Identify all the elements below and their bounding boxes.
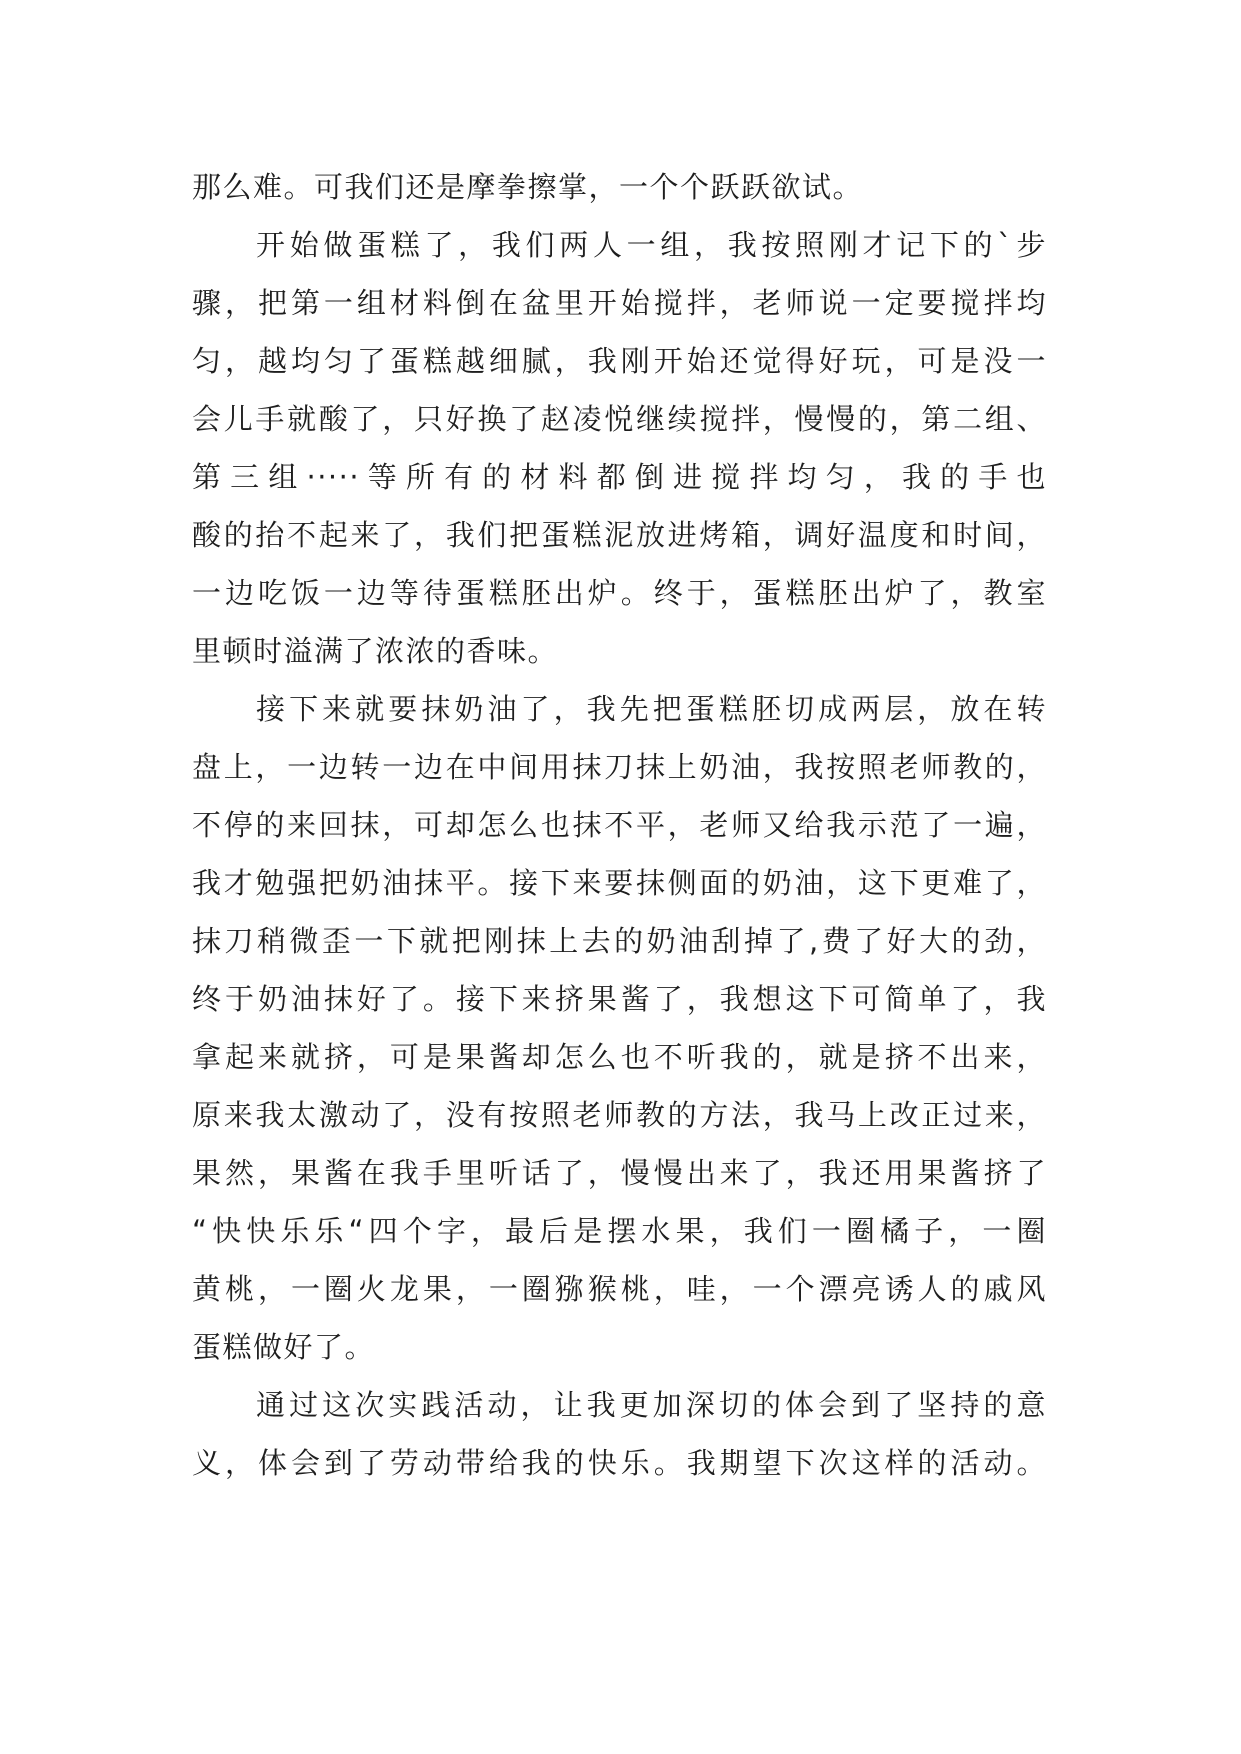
- text-line: 拿起来就挤，可是果酱却怎么也不听我的，就是挤不出来，: [192, 1040, 1047, 1074]
- text-line: 第三组·····等所有的材料都倒进搅拌均匀，我的手也: [192, 460, 1047, 494]
- text-line: 原来我太激动了，没有按照老师教的方法，我马上改正过来，: [192, 1098, 1047, 1132]
- text-line: 里顿时溢满了浓浓的香味。: [192, 634, 559, 668]
- text-line: “快快乐乐“四个字，最后是摆水果，我们一圈橘子，一圈: [192, 1214, 1047, 1248]
- text-line: 骤，把第一组材料倒在盆里开始搅拌，老师说一定要搅拌均: [192, 286, 1047, 320]
- text-line: 盘上，一边转一边在中间用抹刀抹上奶油，我按照老师教的，: [192, 750, 1047, 784]
- text-line: 匀，越均匀了蛋糕越细腻，我刚开始还觉得好玩，可是没一: [192, 344, 1047, 378]
- text-line: 那么难。可我们还是摩拳擦掌，一个个跃跃欲试。: [192, 170, 864, 204]
- text-line: 果然，果酱在我手里听话了，慢慢出来了，我还用果酱挤了: [192, 1156, 1047, 1190]
- text-line: 义，体会到了劳动带给我的快乐。我期望下次这样的活动。: [192, 1446, 1047, 1480]
- paragraph-first-line: 开始做蛋糕了，我们两人一组，我按照刚才记下的`步: [256, 228, 1047, 262]
- text-line: 酸的抬不起来了，我们把蛋糕泥放进烤箱，调好温度和时间，: [192, 518, 1047, 552]
- text-line: 抹刀稍微歪一下就把刚抹上去的奶油刮掉了,费了好大的劲，: [192, 924, 1047, 958]
- document-body: [192, 158, 1047, 1492]
- paragraph-first-line: 通过这次实践活动，让我更加深切的体会到了坚持的意: [256, 1388, 1047, 1422]
- text-line: 蛋糕做好了。: [192, 1330, 376, 1364]
- text-line: 会儿手就酸了，只好换了赵凌悦继续搅拌，慢慢的，第二组、: [192, 402, 1047, 436]
- text-line: 我才勉强把奶油抹平。接下来要抹侧面的奶油，这下更难了，: [192, 866, 1047, 900]
- text-line: 一边吃饭一边等待蛋糕胚出炉。终于，蛋糕胚出炉了，教室: [192, 576, 1047, 610]
- text-line: 不停的来回抹，可却怎么也抹不平，老师又给我示范了一遍，: [192, 808, 1047, 842]
- paragraph-first-line: 接下来就要抹奶油了，我先把蛋糕胚切成两层，放在转: [256, 692, 1047, 726]
- text-line: 终于奶油抹好了。接下来挤果酱了，我想这下可简单了，我: [192, 982, 1047, 1016]
- text-line: 黄桃，一圈火龙果，一圈猕猴桃，哇，一个漂亮诱人的戚风: [192, 1272, 1047, 1306]
